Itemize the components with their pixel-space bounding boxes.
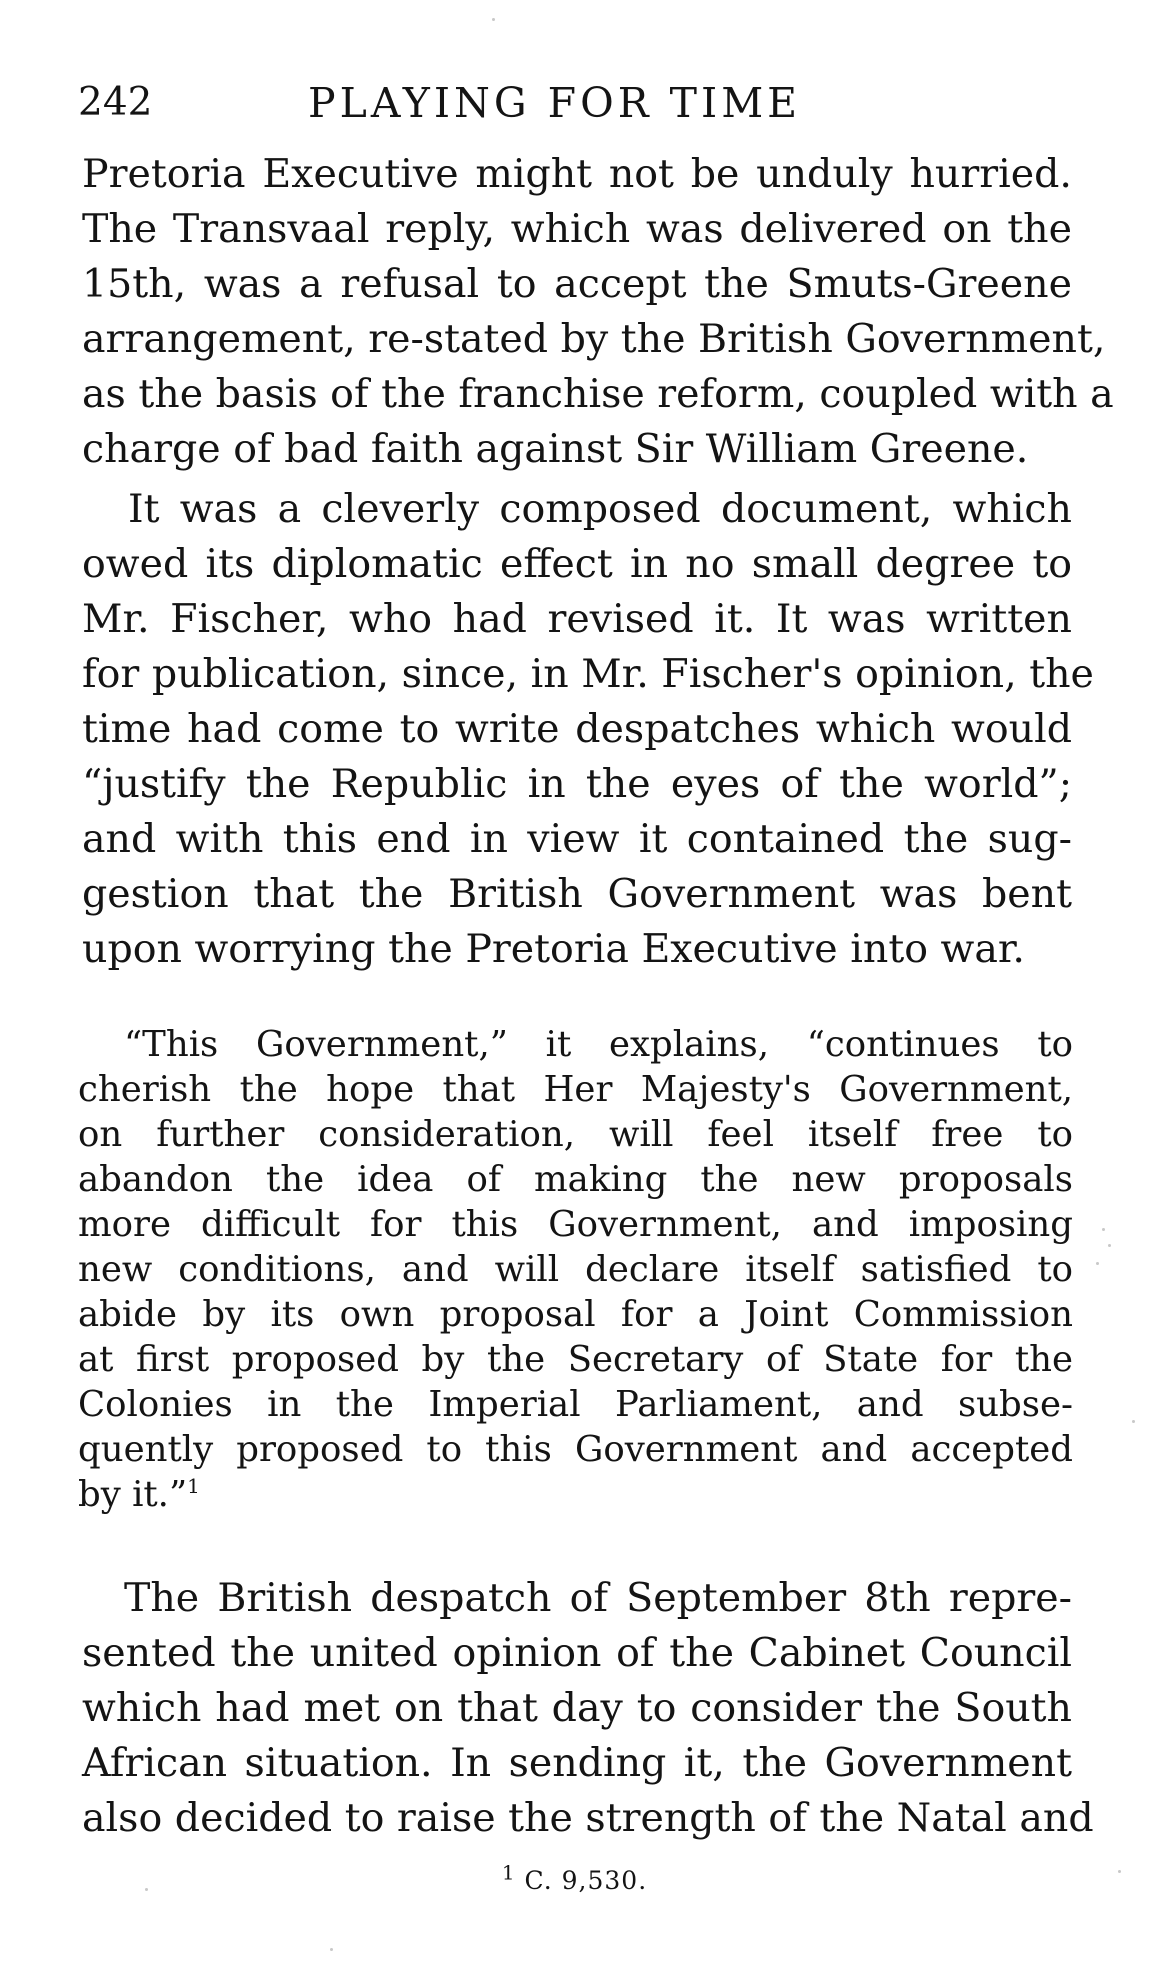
paper-speck: [1102, 1228, 1105, 1231]
quote-line: new conditions, and will declare itself satisfied to: [78, 1249, 1073, 1290]
quote-last-text: by it.”: [78, 1474, 188, 1515]
paragraph-2-line: It was a cleverly composed document, which: [128, 486, 1072, 532]
quote-line: on further consideration, will feel itself free to: [78, 1114, 1073, 1155]
paper-speck: [1132, 1420, 1135, 1423]
paragraph-1-line: Pretoria Executive might not be unduly hurried.: [82, 151, 1072, 197]
footnote-reference: 1: [187, 1474, 200, 1499]
paper-speck: [1096, 1262, 1099, 1265]
quote-line: “This Government,” it explains, “continues to: [124, 1024, 1073, 1065]
paragraph-3-line: which had met on that day to consider the South: [82, 1685, 1072, 1731]
paragraph-2-line: and with this end in view it contained the sug-: [82, 816, 1072, 862]
quote-line: quently proposed to this Government and accepted: [78, 1429, 1073, 1470]
quote-line: Colonies in the Imperial Parliament, and subse-: [78, 1384, 1073, 1425]
quote-line: cherish the hope that Her Majesty's Government,: [78, 1069, 1073, 1110]
quote-line: abandon the idea of making the new proposals: [78, 1159, 1073, 1200]
paper-speck: [492, 18, 495, 21]
paragraph-2-line: “justify the Republic in the eyes of the world”;: [82, 761, 1072, 807]
quote-line: at first proposed by the Secretary of State for the: [78, 1339, 1073, 1380]
footnote-text: C. 9,530.: [524, 1866, 648, 1895]
quote-line-last: [78, 1472, 1073, 1517]
paragraph-2-line: for publication, since, in Mr. Fischer's opinion, the: [82, 651, 1094, 697]
running-title: PLAYING FOR TIME: [308, 79, 802, 127]
paper-speck: [330, 1948, 333, 1951]
paragraph-3-line: African situation. In sending it, the Government: [82, 1740, 1072, 1786]
paragraph-2-line: Mr. Fischer, who had revised it. It was written: [82, 596, 1072, 642]
running-head: [78, 78, 1078, 128]
footnote: [0, 1860, 1149, 1895]
paragraph-3-line: also decided to raise the strength of the Natal and: [82, 1795, 1094, 1841]
paragraph-2-line: time had come to write despatches which would: [82, 706, 1072, 752]
paper-speck: [1108, 1244, 1111, 1247]
quote-line: more difficult for this Government, and imposing: [78, 1204, 1073, 1245]
page-number: 242: [78, 80, 153, 125]
paper-speck: [145, 1888, 148, 1891]
paragraph-3-line: sented the united opinion of the Cabinet Council: [82, 1630, 1072, 1676]
paragraph-2-line: gestion that the British Government was bent: [82, 871, 1072, 917]
paragraph-2-line: owed its diplomatic effect in no small degree to: [82, 541, 1072, 587]
paragraph-1-line: 15th, was a refusal to accept the Smuts-Greene: [82, 261, 1072, 307]
paragraph-1-line: charge of bad faith against Sir William Greene.: [82, 426, 1029, 472]
footnote-marker: 1: [501, 1860, 516, 1885]
paragraph-1-line: The Transvaal reply, which was delivered on the: [82, 206, 1072, 252]
paragraph-3-line: The British despatch of September 8th repre-: [124, 1575, 1072, 1621]
paragraph-1-line: as the basis of the franchise reform, coupled with a: [82, 371, 1114, 417]
paragraph-2-line: upon worrying the Pretoria Executive into war.: [82, 926, 1025, 972]
paragraph-1-line: arrangement, re-stated by the British Government,: [82, 316, 1106, 362]
quote-line: abide by its own proposal for a Joint Commission: [78, 1294, 1073, 1335]
paper-speck: [1118, 1870, 1121, 1873]
